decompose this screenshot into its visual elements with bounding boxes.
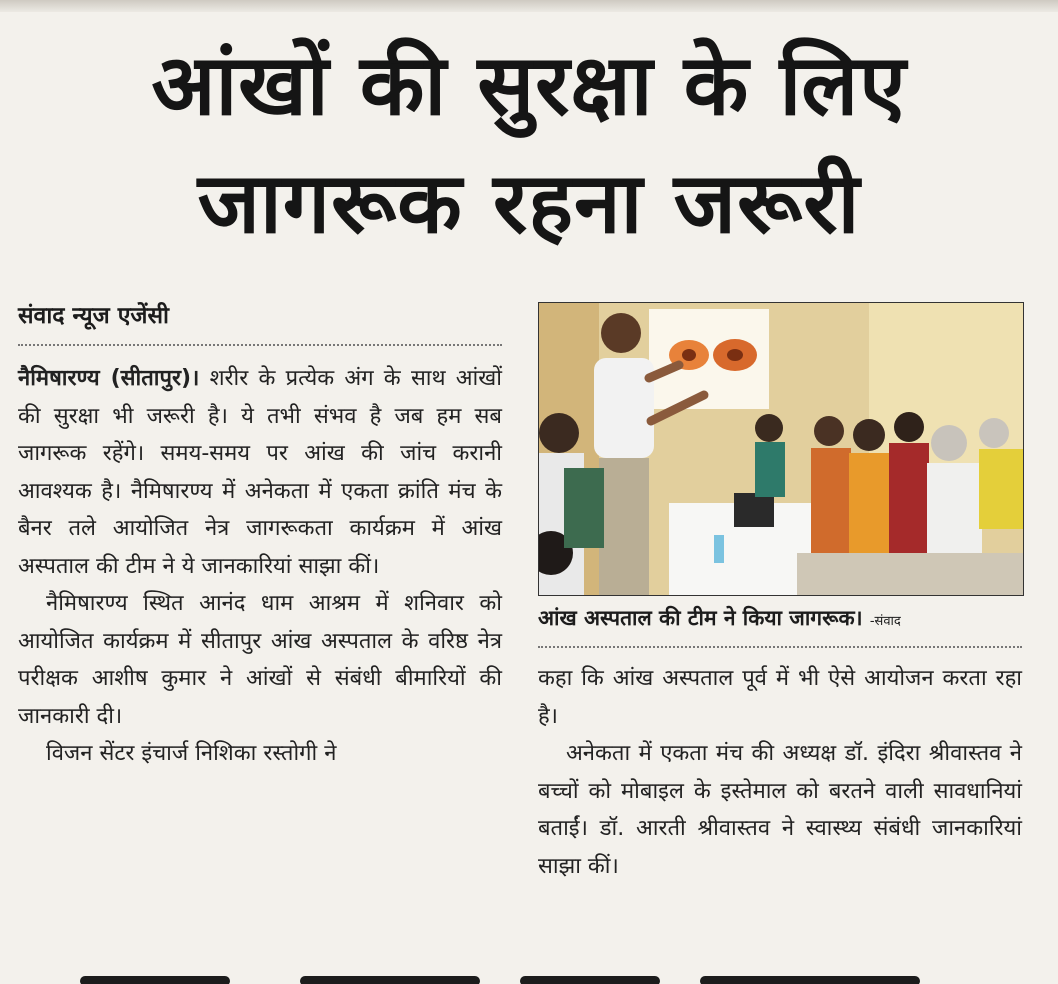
left-column [18, 360, 502, 773]
paragraph-1-text: शरीर के प्रत्येक अंग के साथ आंखों की सुरक्षा भी जरूरी है। ये तभी संभव है जब हम सब जागरूक रहेंगे। समय-समय पर आंख की जांच करानी आवश्यक है। नैमिषारण्य में अनेकता में एकता क्रांति मंच के बैनर तले आयोजित नेत्र जागरूकता कार्यक्रम में आंख अस्पताल की टीम ने ये जानकारियां साझा कीं। [18, 366, 502, 579]
photo-caption-text: आंख अस्पताल की टीम ने किया जागरूक। [538, 606, 863, 630]
caption-divider [538, 646, 1022, 648]
photo-caption [538, 604, 1022, 632]
laptop [734, 493, 774, 527]
dateline: नैमिषारण्य (सीतापुर)। [18, 366, 200, 391]
paragraph-1 [18, 360, 502, 585]
news-photo [538, 302, 1024, 596]
photo-credit: -संवाद [869, 614, 901, 629]
previous-article-strip [0, 0, 1058, 12]
paragraph-2: नैमिषारण्य स्थित आनंद धाम आश्रम में शनिवार को आयोजित कार्यक्रम में सीतापुर आंख अस्पताल के वरिष्ठ नेत्र परीक्षक आशीष कुमार ने आंखों से संबंधी बीमारियों की जानकारी दी। [18, 591, 502, 729]
photo-scene [539, 303, 1023, 595]
headline-line-2: जागरूक रहना जरूरी [197, 154, 861, 252]
paragraph-4: कहा कि आंख अस्पताल पूर्व में भी ऐसे आयोजन करता रहा है। [538, 666, 1022, 729]
paragraph-3: विजन सेंटर इंचार्ज निशिका रस्तोगी ने [46, 741, 337, 766]
water-bottle [714, 535, 724, 563]
paragraph-5: अनेकता में एकता मंच की अध्यक्ष डॉ. इंदिरा श्रीवास्तव ने बच्चों को मोबाइल के इस्तेमाल को बरतने वाली सावधानियां बताईं। डॉ. आरती श्रीवास्तव ने स्वास्थ्य संबंधी जानकारियां साझा कीं। [538, 741, 1022, 879]
headline [0, 26, 1058, 262]
agency-byline: संवाद न्यूज एजेंसी [18, 303, 170, 329]
next-headline-fragment [0, 962, 1058, 984]
byline-divider [18, 344, 502, 346]
presenter [594, 358, 654, 458]
right-column [538, 660, 1022, 885]
headline-line-1: आंखों की सुरक्षा के लिए [151, 36, 907, 134]
